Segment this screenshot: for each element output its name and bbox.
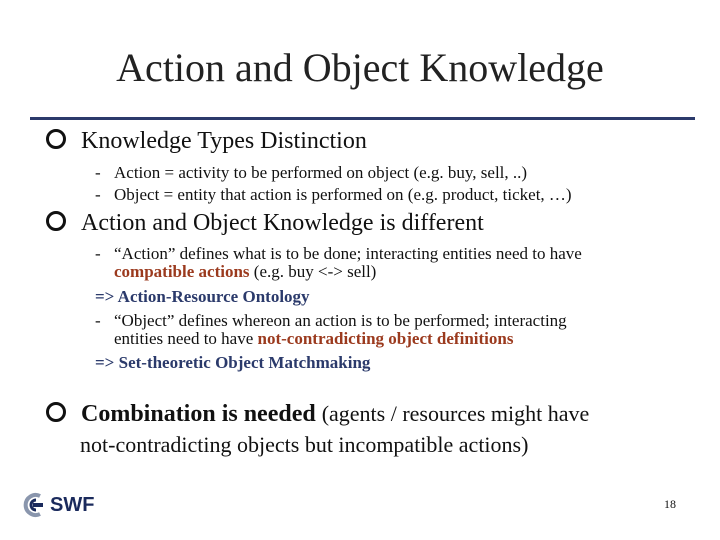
bullet-3 bbox=[46, 401, 589, 428]
swf-logo bbox=[20, 490, 94, 520]
dash: - bbox=[95, 185, 101, 204]
sub-item-text: “Object” defines whereon an action is to be performed; interacting bbox=[114, 311, 567, 330]
swf-logo-icon bbox=[20, 490, 46, 520]
bullet-circle-icon bbox=[46, 129, 66, 149]
sub-item-text: (e.g. buy <-> sell) bbox=[253, 262, 377, 281]
page-number: 18 bbox=[664, 497, 676, 511]
sub-item-text: Object = entity that action is performed on (e.g. product, ticket, …) bbox=[114, 185, 572, 204]
bullet-1 bbox=[46, 128, 367, 155]
bullet-text: Knowledge Types Distinction bbox=[81, 128, 367, 154]
sub-item-text: entities need to have bbox=[114, 329, 254, 348]
dash: - bbox=[95, 311, 101, 330]
bullet-continuation: not-contradicting objects but incompatible actions) bbox=[80, 432, 529, 457]
title-divider bbox=[30, 117, 695, 120]
plain-text: (agents / resources might have bbox=[321, 401, 590, 426]
bullet-circle-icon bbox=[46, 402, 66, 422]
highlight-text: not-contradicting object definitions bbox=[257, 329, 514, 348]
dash: - bbox=[95, 163, 101, 182]
bullet-2 bbox=[46, 210, 484, 237]
sub-item bbox=[95, 312, 567, 348]
bullet-text bbox=[81, 401, 589, 428]
sub-item-text: “Action” defines what is to be done; interacting entities need to have bbox=[114, 244, 582, 263]
bold-text: Combination is needed bbox=[81, 401, 316, 427]
dash: - bbox=[95, 244, 101, 263]
sub-item-text: Action = activity to be performed on object (e.g. buy, sell, ..) bbox=[114, 163, 528, 182]
logo-text: SWF bbox=[50, 493, 95, 516]
bullet-text: Action and Object Knowledge is different bbox=[81, 210, 484, 236]
highlight-text: compatible actions bbox=[114, 262, 250, 281]
bullet-circle-icon bbox=[46, 211, 66, 231]
sub-item bbox=[95, 245, 582, 281]
slide-title: Action and Object Knowledge bbox=[116, 45, 604, 90]
sub-item bbox=[95, 186, 572, 204]
sub-item bbox=[95, 164, 527, 182]
result-line: => Set-theoretic Object Matchmaking bbox=[95, 353, 371, 372]
result-line: => Action-Resource Ontology bbox=[95, 287, 310, 306]
